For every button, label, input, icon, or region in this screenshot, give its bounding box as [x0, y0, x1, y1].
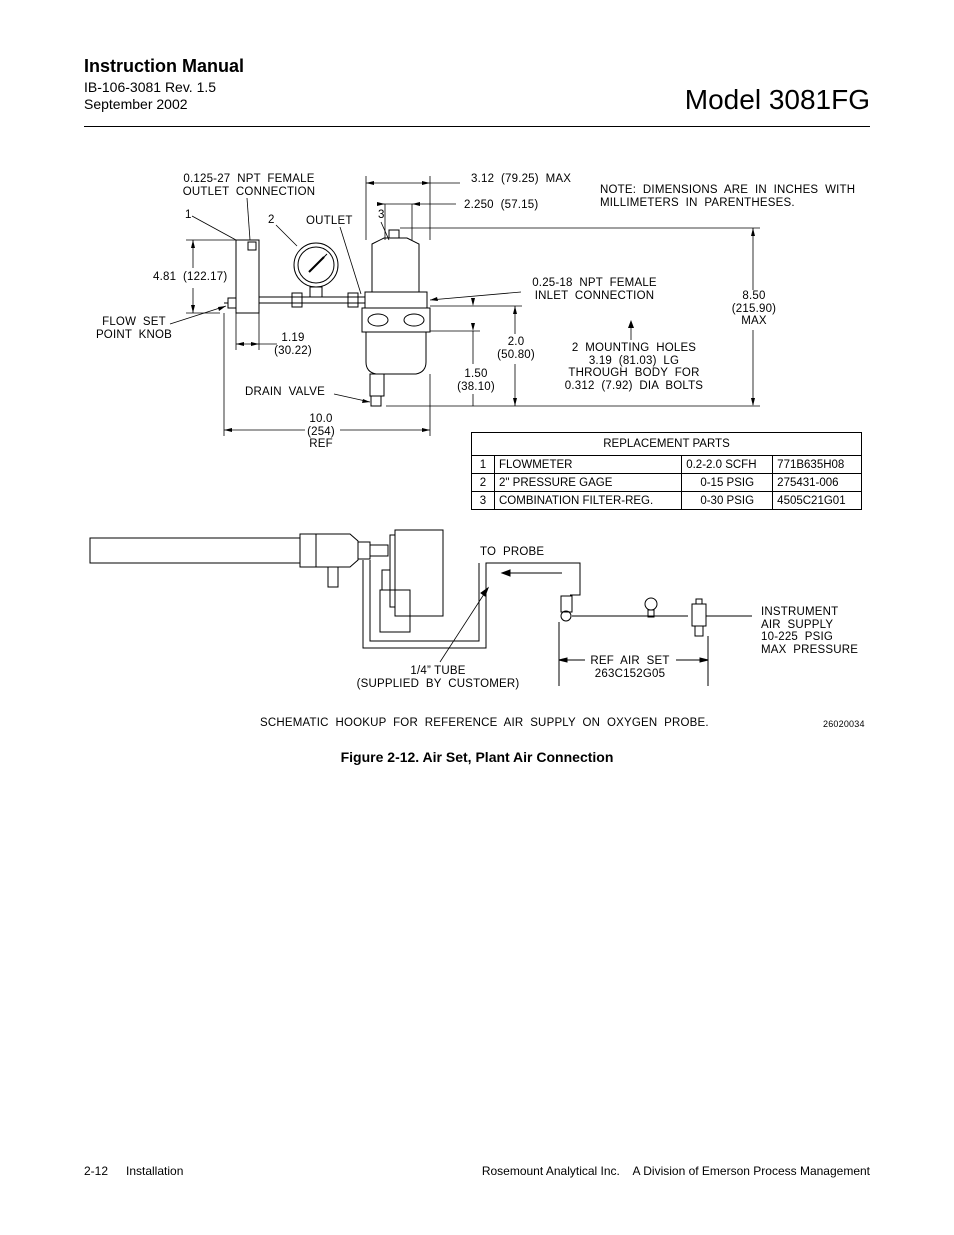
- item-3-callout: 3: [378, 209, 385, 221]
- model-title: Model 3081FG: [684, 84, 870, 115]
- to-probe-label: TO PROBE: [480, 546, 545, 558]
- dim-119-label: 1.19 (30.22): [274, 332, 312, 357]
- item-1-callout: 1: [185, 209, 192, 221]
- inlet-connection-label: 0.25-18 NPT FEMALE INLET CONNECTION: [532, 277, 657, 302]
- part-id-cell: 275431-006: [773, 474, 862, 492]
- piping-drawing: [259, 293, 365, 307]
- tube-label: 1/4” TUBE (SUPPLIED BY CUSTOMER): [356, 665, 520, 690]
- part-id-cell: 771B635H08: [773, 456, 862, 474]
- footer-page-number: 2-12: [84, 1164, 109, 1178]
- part-range-cell: 0-15 PSIG: [682, 474, 773, 492]
- doc-number: IB-106-3081 Rev. 1.5: [84, 79, 217, 95]
- part-description-cell: 2" PRESSURE GAGE: [495, 474, 682, 492]
- drain-valve-label: DRAIN VALVE: [245, 386, 325, 398]
- part-description-cell: FLOWMETER: [495, 456, 682, 474]
- dim-150-label: 1.50 (38.10): [457, 368, 495, 393]
- manual-title: Instruction Manual: [84, 56, 245, 76]
- doc-date: September 2002: [84, 96, 188, 112]
- part-number-cell: 3: [472, 492, 495, 510]
- ref-air-set-label: REF AIR SET 263C152G05: [590, 655, 670, 680]
- dim-312-label: 3.12 (79.25) MAX: [471, 173, 572, 185]
- part-number-cell: 1: [472, 456, 495, 474]
- dim-100-label: 10.0 (254) REF: [307, 413, 335, 450]
- replacement-parts-table: [471, 432, 862, 510]
- table-row: [472, 474, 862, 492]
- table-header-row: [472, 433, 862, 456]
- drawing-number: 26020034: [823, 719, 865, 729]
- part-range-cell: 0.2-2.0 SCFH: [682, 456, 773, 474]
- flow-set-knob-label: FLOW SET POINT KNOB: [95, 316, 173, 341]
- flowmeter-drawing: [224, 240, 259, 313]
- figure-caption: Figure 2-12. Air Set, Plant Air Connection: [340, 749, 614, 765]
- footer-section: Installation: [126, 1164, 184, 1178]
- instrument-air-supply-label: INSTRUMENT AIR SUPPLY 10-225 PSIG MAX PRESSURE: [761, 606, 859, 656]
- filter-regulator-drawing: [362, 230, 430, 406]
- dim-20-label: 2.0 (50.80): [497, 336, 535, 361]
- part-range-cell: 0-30 PSIG: [682, 492, 773, 510]
- outlet-connection-label: 0.125-27 NPT FEMALE OUTLET CONNECTION: [182, 173, 316, 198]
- table-title: REPLACEMENT PARTS: [472, 433, 862, 456]
- dim-481-label: 4.81 (122.17): [153, 271, 228, 283]
- dimensions-note: NOTE: DIMENSIONS ARE IN INCHES WITH MILLIMETERS IN PARENTHESES.: [600, 184, 856, 209]
- part-number-cell: 2: [472, 474, 495, 492]
- dim-850-label: 8.50 (215.90) MAX: [731, 290, 777, 327]
- item-2-callout: 2: [268, 214, 275, 226]
- table-row: [472, 456, 862, 474]
- footer-company: Rosemount Analytical Inc. A Division of Emerson Process Management: [481, 1164, 870, 1178]
- part-description-cell: COMBINATION FILTER-REG.: [495, 492, 682, 510]
- schematic-caption: SCHEMATIC HOOKUP FOR REFERENCE AIR SUPPLY ON OXYGEN PROBE.: [260, 717, 709, 729]
- pressure-gage-drawing: [294, 243, 338, 297]
- part-id-cell: 4505C21G01: [773, 492, 862, 510]
- dim-2250-label: 2.250 (57.15): [464, 199, 539, 211]
- mounting-holes-label: 2 MOUNTING HOLES 3.19 (81.03) LG THROUGH BODY FOR 0.312 (7.92) DIA BOLTS: [564, 342, 704, 392]
- outlet-label: OUTLET: [306, 215, 353, 227]
- table-row: [472, 492, 862, 510]
